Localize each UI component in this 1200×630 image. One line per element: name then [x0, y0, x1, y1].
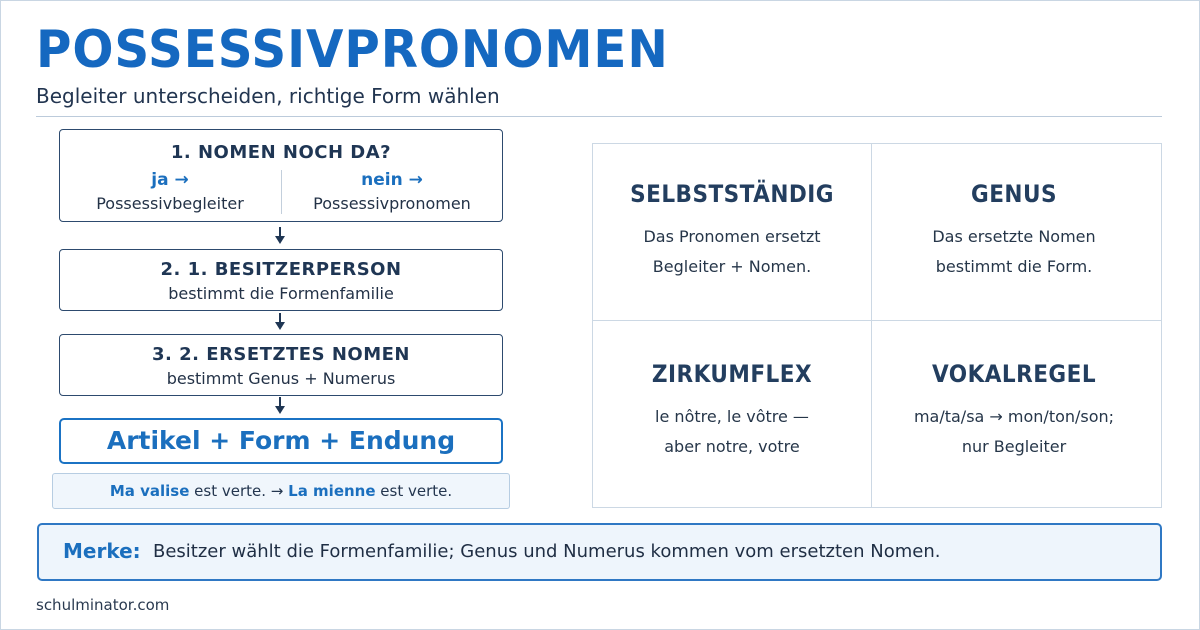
flow-step-1-yes-label: ja →: [151, 170, 189, 190]
grid-cell-line: le nôtre, le vôtre —: [655, 407, 809, 426]
example-b-bold: La mienne: [288, 482, 376, 500]
grid-cell-text: [874, 402, 1154, 462]
example-sentence: [52, 473, 510, 509]
merke-label: Merke:: [63, 539, 141, 563]
example-arrow: →: [266, 482, 289, 500]
grid-cell-text: [874, 222, 1154, 282]
footer-site: schulminator.com: [36, 596, 170, 614]
arrow-down-icon: [273, 397, 287, 415]
grid-cell-line: nur Begleiter: [961, 437, 1067, 456]
example-a-rest: est verte.: [189, 482, 267, 500]
grid-cell-line: ma/ta/sa → mon/ton/son;: [913, 407, 1115, 426]
flow-step-1-no-label: nein →: [361, 170, 423, 190]
example-a-bold: Ma valise: [109, 482, 190, 500]
flow-step-1-yes-text: Possessivbegleiter: [96, 194, 244, 213]
flow-step-2-text: bestimmt die Formenfamilie: [168, 284, 394, 303]
flow-step-1-heading: 1. NOMEN NOCH DA?: [170, 142, 392, 163]
flow-step-3-heading: 3. 2. ERSETZTES NOMEN: [152, 344, 410, 365]
grid-cell-text: [592, 402, 872, 462]
flow-step-2: [59, 249, 503, 311]
arrow-down-icon: [273, 227, 287, 245]
grid-horizontal-divider: [593, 320, 1161, 321]
flow-step-3: [59, 334, 503, 396]
grid-cell-heading: ZIRKUMFLEX: [651, 360, 813, 388]
grid-cell-heading: SELBSTSTÄNDIG: [630, 180, 834, 208]
grid-cell-vokalregel: [874, 360, 1154, 462]
merke-note: [37, 523, 1162, 581]
grid-cell-genus: [874, 180, 1154, 282]
grid-cell-zirkumflex: [592, 360, 872, 462]
flow-step-1-no-text: Possessivpronomen: [313, 194, 471, 213]
flow-step-1: [59, 129, 503, 222]
flow-step-2-heading: 2. 1. BESITZERPERSON: [160, 259, 402, 280]
grid-cell-heading: GENUS: [971, 180, 1057, 208]
flow-result: Artikel + Form + Endung: [59, 418, 503, 464]
flow-step-1-no: [282, 170, 502, 213]
example-b-rest: est verte.: [375, 482, 453, 500]
grid-cell-line: bestimmt die Form.: [935, 257, 1093, 276]
merke-text: Besitzer wählt die Formenfamilie; Genus und Numerus kommen vom ersetzten Nomen.: [153, 541, 941, 562]
grid-cell-line: Das Pronomen ersetzt: [643, 227, 821, 246]
flow-step-1-yes: [60, 170, 280, 213]
arrow-down-icon: [273, 313, 287, 331]
grid-cell-selbststaendig: [592, 180, 872, 282]
header-divider: [36, 116, 1162, 117]
grid-cell-line: aber notre, votre: [664, 437, 800, 456]
grid-cell-text: [592, 222, 872, 282]
flow-step-3-text: bestimmt Genus + Numerus: [166, 369, 396, 388]
grid-cell-line: Begleiter + Nomen.: [652, 257, 812, 276]
grid-cell-line: Das ersetzte Nomen: [932, 227, 1096, 246]
page-title: POSSESSIVPRONOMEN: [36, 20, 669, 80]
grid-cell-heading: VOKALREGEL: [931, 360, 1097, 388]
page-subtitle: Begleiter unterscheiden, richtige Form wählen: [36, 84, 500, 108]
